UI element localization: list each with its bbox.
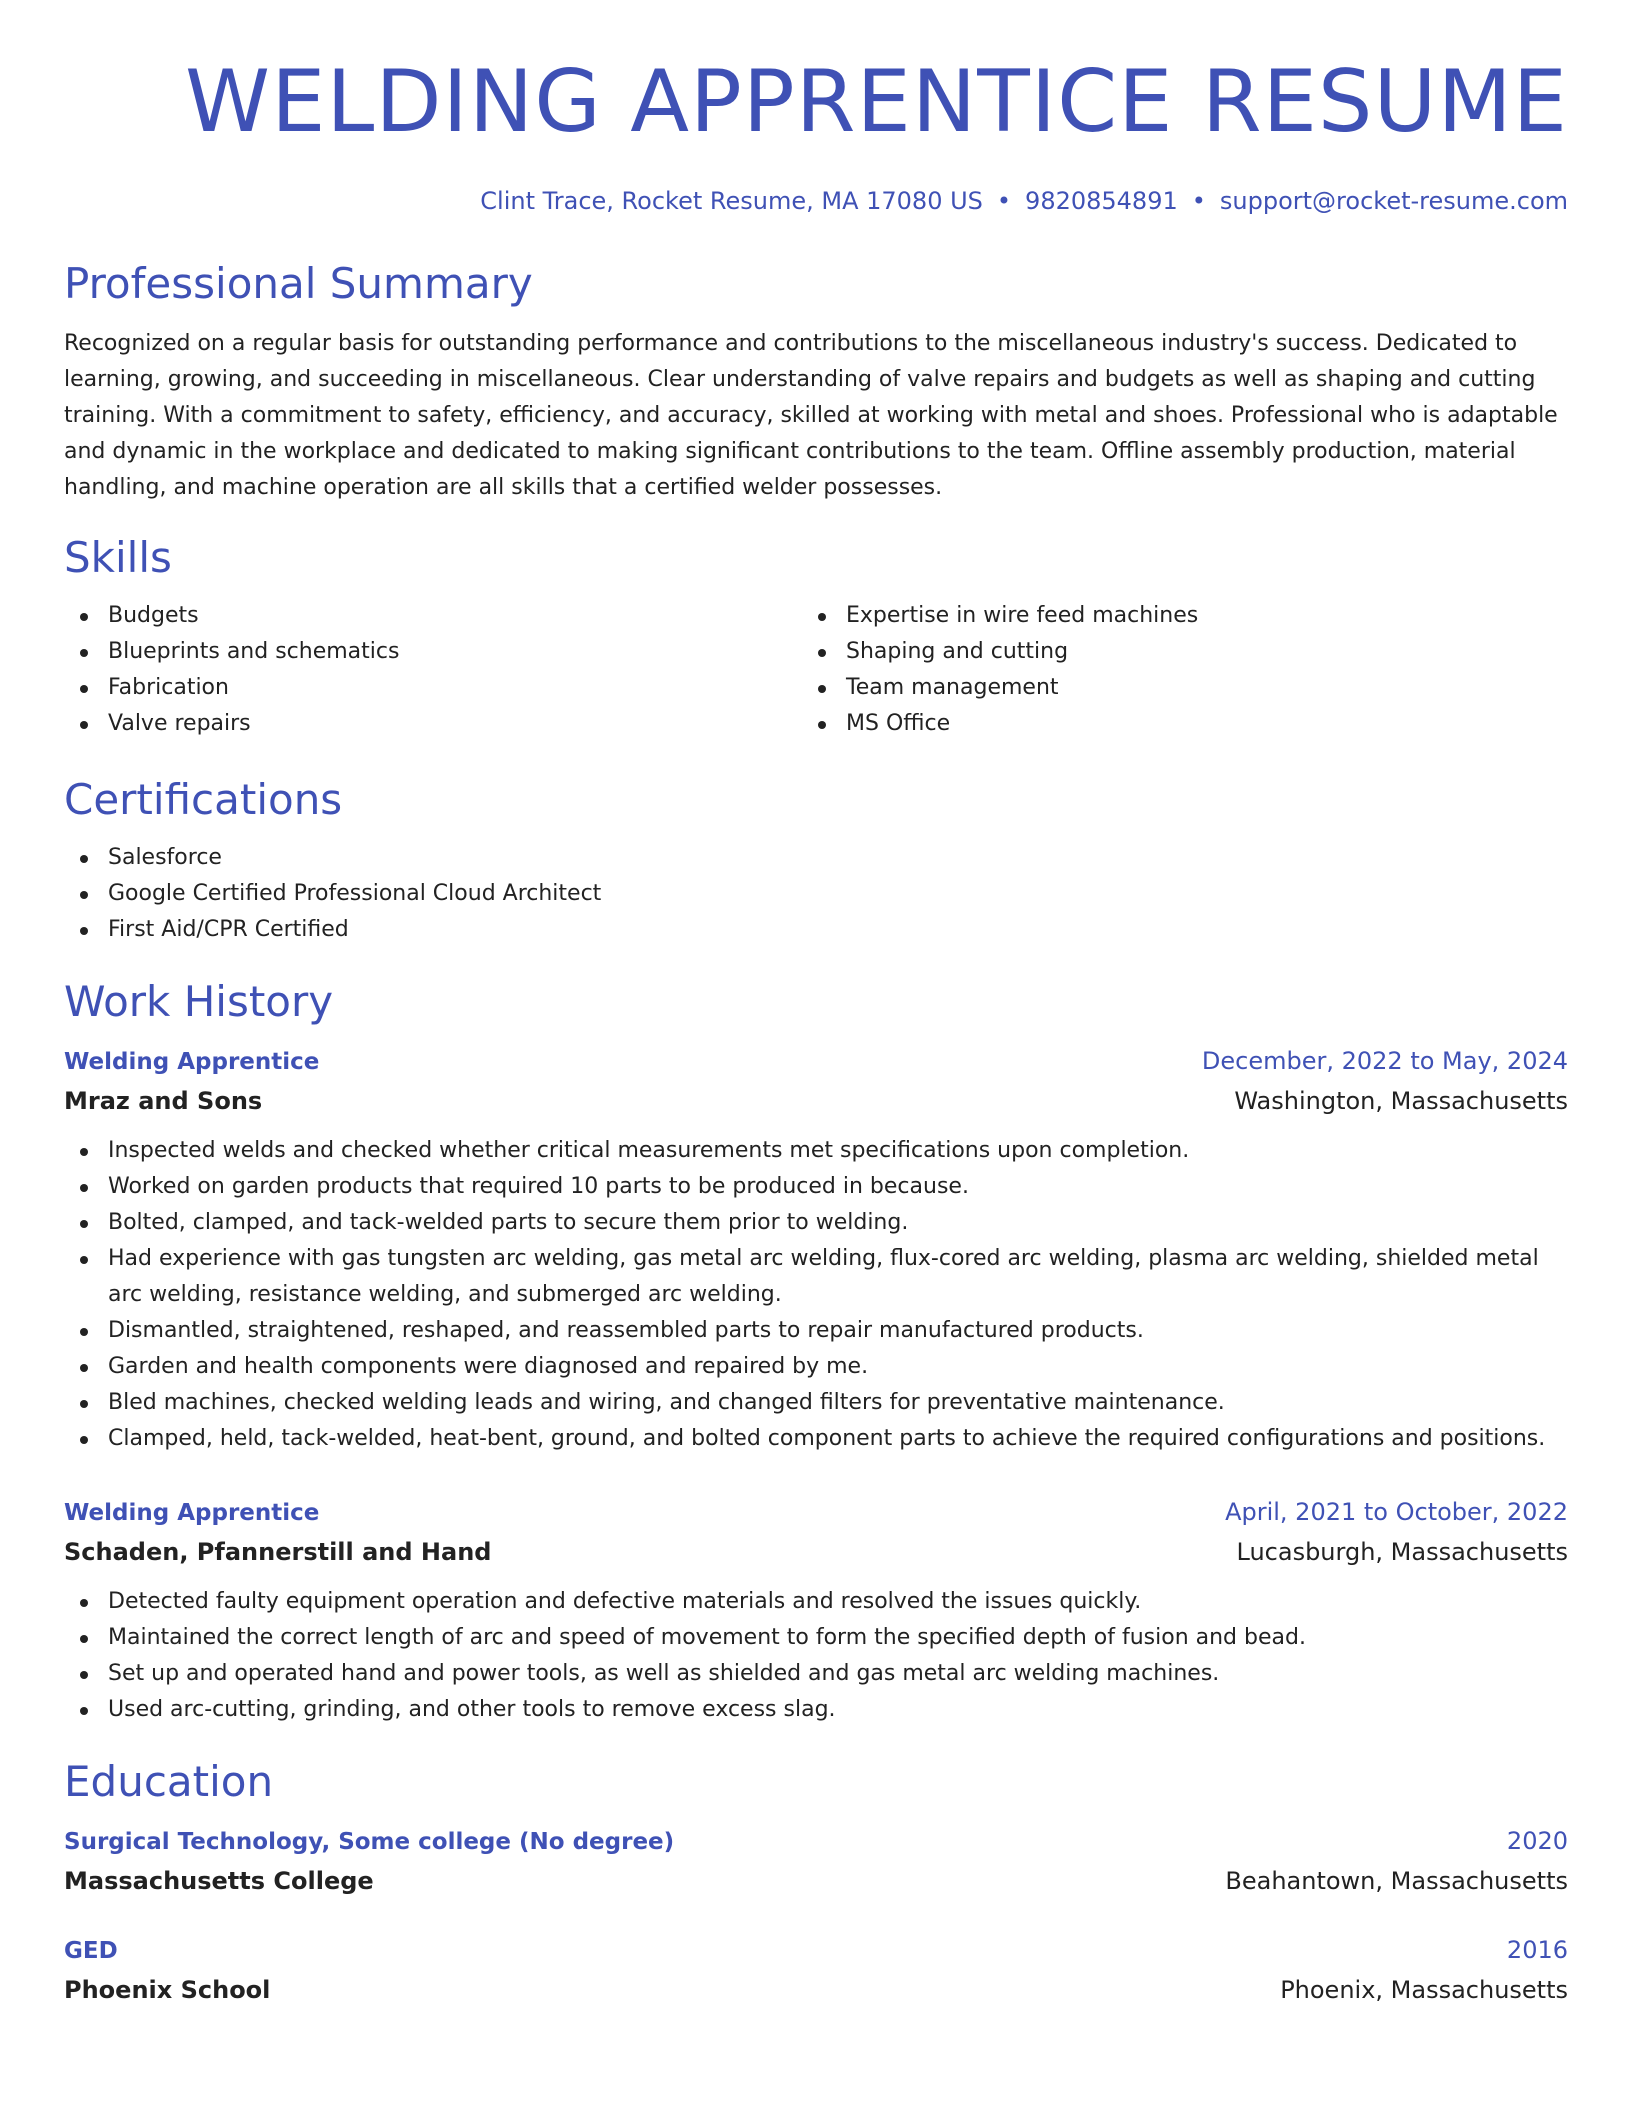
education-subheader bbox=[64, 1861, 1568, 1901]
contact-phone: 9820854891 bbox=[1025, 187, 1178, 215]
job-bullet: Set up and operated hand and power tools, as well as shielded and gas metal arc welding machines. bbox=[64, 1656, 1568, 1692]
certifications-heading: Certifications bbox=[64, 775, 343, 824]
education-degree: Surgical Technology, Some college (No degree) bbox=[64, 1829, 675, 1855]
job-bullet: Had experience with gas tungsten arc welding, gas metal arc welding, flux-cored arc welding, plasma arc welding, shielded metal arc welding, resistance welding, and submerged arc welding. bbox=[64, 1241, 1568, 1313]
skills-list-right bbox=[802, 598, 1568, 742]
certifications-list bbox=[64, 840, 1568, 948]
education-location: Beahantown, Massachusetts bbox=[1225, 1867, 1568, 1895]
job-bullet: Used arc-cutting, grinding, and other tools to remove excess slag. bbox=[64, 1692, 1568, 1728]
education-heading: Education bbox=[64, 1757, 274, 1806]
skills-heading: Skills bbox=[64, 533, 172, 582]
job-subheader bbox=[64, 1532, 1568, 1572]
contact-separator: • bbox=[1191, 187, 1206, 215]
contact-address: Clint Trace, Rocket Resume, MA 17080 US bbox=[480, 187, 983, 215]
education-location: Phoenix, Massachusetts bbox=[1280, 1976, 1568, 2004]
contact-line bbox=[64, 184, 1568, 218]
education-school: Massachusetts College bbox=[64, 1867, 374, 1895]
resume-title: WELDING APPRENTICE RESUME bbox=[185, 52, 1568, 152]
skill-item: Blueprints and schematics bbox=[64, 634, 802, 670]
skills-grid bbox=[64, 598, 1568, 742]
job-dates: April, 2021 to October, 2022 bbox=[1225, 1498, 1568, 1526]
certification-item: Salesforce bbox=[64, 840, 1568, 876]
job-entry bbox=[64, 1042, 1568, 1457]
education-degree: GED bbox=[64, 1938, 118, 1964]
skill-item: Fabrication bbox=[64, 670, 802, 706]
job-bullet: Dismantled, straightened, reshaped, and reassembled parts to repair manufactured products. bbox=[64, 1313, 1568, 1349]
certification-item: First Aid/CPR Certified bbox=[64, 912, 1568, 948]
job-subheader bbox=[64, 1081, 1568, 1121]
job-header bbox=[64, 1042, 1568, 1081]
job-bullet: Bled machines, checked welding leads and wiring, and changed filters for preventative maintenance. bbox=[64, 1385, 1568, 1421]
education-school: Phoenix School bbox=[64, 1976, 271, 2004]
education-subheader bbox=[64, 1970, 1568, 2010]
job-bullets bbox=[64, 1584, 1568, 1728]
job-location: Washington, Massachusetts bbox=[1234, 1087, 1568, 1115]
skills-list-left bbox=[64, 598, 802, 742]
job-employer: Schaden, Pfannerstill and Hand bbox=[64, 1538, 492, 1566]
summary-heading: Professional Summary bbox=[64, 259, 533, 308]
job-bullets bbox=[64, 1133, 1568, 1457]
job-bullet: Inspected welds and checked whether critical measurements met specifications upon completion. bbox=[64, 1133, 1568, 1169]
job-bullet: Clamped, held, tack-welded, heat-bent, ground, and bolted component parts to achieve the required configurations and positions. bbox=[64, 1421, 1568, 1457]
skill-item: Budgets bbox=[64, 598, 802, 634]
education-header bbox=[64, 1822, 1568, 1861]
contact-separator: • bbox=[996, 187, 1012, 215]
job-title: Welding Apprentice bbox=[64, 1049, 320, 1075]
education-header bbox=[64, 1931, 1568, 1970]
education-entry bbox=[64, 1931, 1568, 2010]
job-title: Welding Apprentice bbox=[64, 1500, 320, 1526]
education-year: 2020 bbox=[1506, 1827, 1568, 1855]
skill-item: Shaping and cutting bbox=[802, 634, 1568, 670]
job-bullet: Maintained the correct length of arc and speed of movement to form the specified depth of fusion and bead. bbox=[64, 1620, 1568, 1656]
job-bullet: Garden and health components were diagnosed and repaired by me. bbox=[64, 1349, 1568, 1385]
summary-text: Recognized on a regular basis for outstanding performance and contributions to the miscellaneous industry's success. Dedicated to learning, growing, and succeeding in miscellaneous. Clear understanding of valve repairs and budgets as well as shaping and cutting training. With a commitment to safety, efficiency, and accuracy, skilled at working with metal and shoes. Professional who is adaptable and dynamic in the workplace and dedicated to making significant contributions to the team. Offline assembly production, material handling, and machine operation are all skills that a certified welder possesses. bbox=[64, 331, 1558, 500]
job-employer: Mraz and Sons bbox=[64, 1087, 263, 1115]
skill-item: MS Office bbox=[802, 706, 1568, 742]
job-entry bbox=[64, 1493, 1568, 1728]
job-dates: December, 2022 to May, 2024 bbox=[1201, 1047, 1568, 1075]
job-bullet: Worked on garden products that required 10 parts to be produced in because. bbox=[64, 1169, 1568, 1205]
job-header bbox=[64, 1493, 1568, 1532]
job-location: Lucasburgh, Massachusetts bbox=[1236, 1538, 1568, 1566]
education-year: 2016 bbox=[1506, 1936, 1568, 1964]
certification-item: Google Certified Professional Cloud Architect bbox=[64, 876, 1568, 912]
contact-email[interactable]: support@rocket-resume.com bbox=[1219, 187, 1568, 215]
education-entry bbox=[64, 1822, 1568, 1901]
skill-item: Valve repairs bbox=[64, 706, 802, 742]
skill-item: Team management bbox=[802, 670, 1568, 706]
job-bullet: Detected faulty equipment operation and defective materials and resolved the issues quickly. bbox=[64, 1584, 1568, 1620]
skill-item: Expertise in wire feed machines bbox=[802, 598, 1568, 634]
work-history-heading: Work History bbox=[64, 977, 334, 1026]
job-bullet: Bolted, clamped, and tack-welded parts to secure them prior to welding. bbox=[64, 1205, 1568, 1241]
